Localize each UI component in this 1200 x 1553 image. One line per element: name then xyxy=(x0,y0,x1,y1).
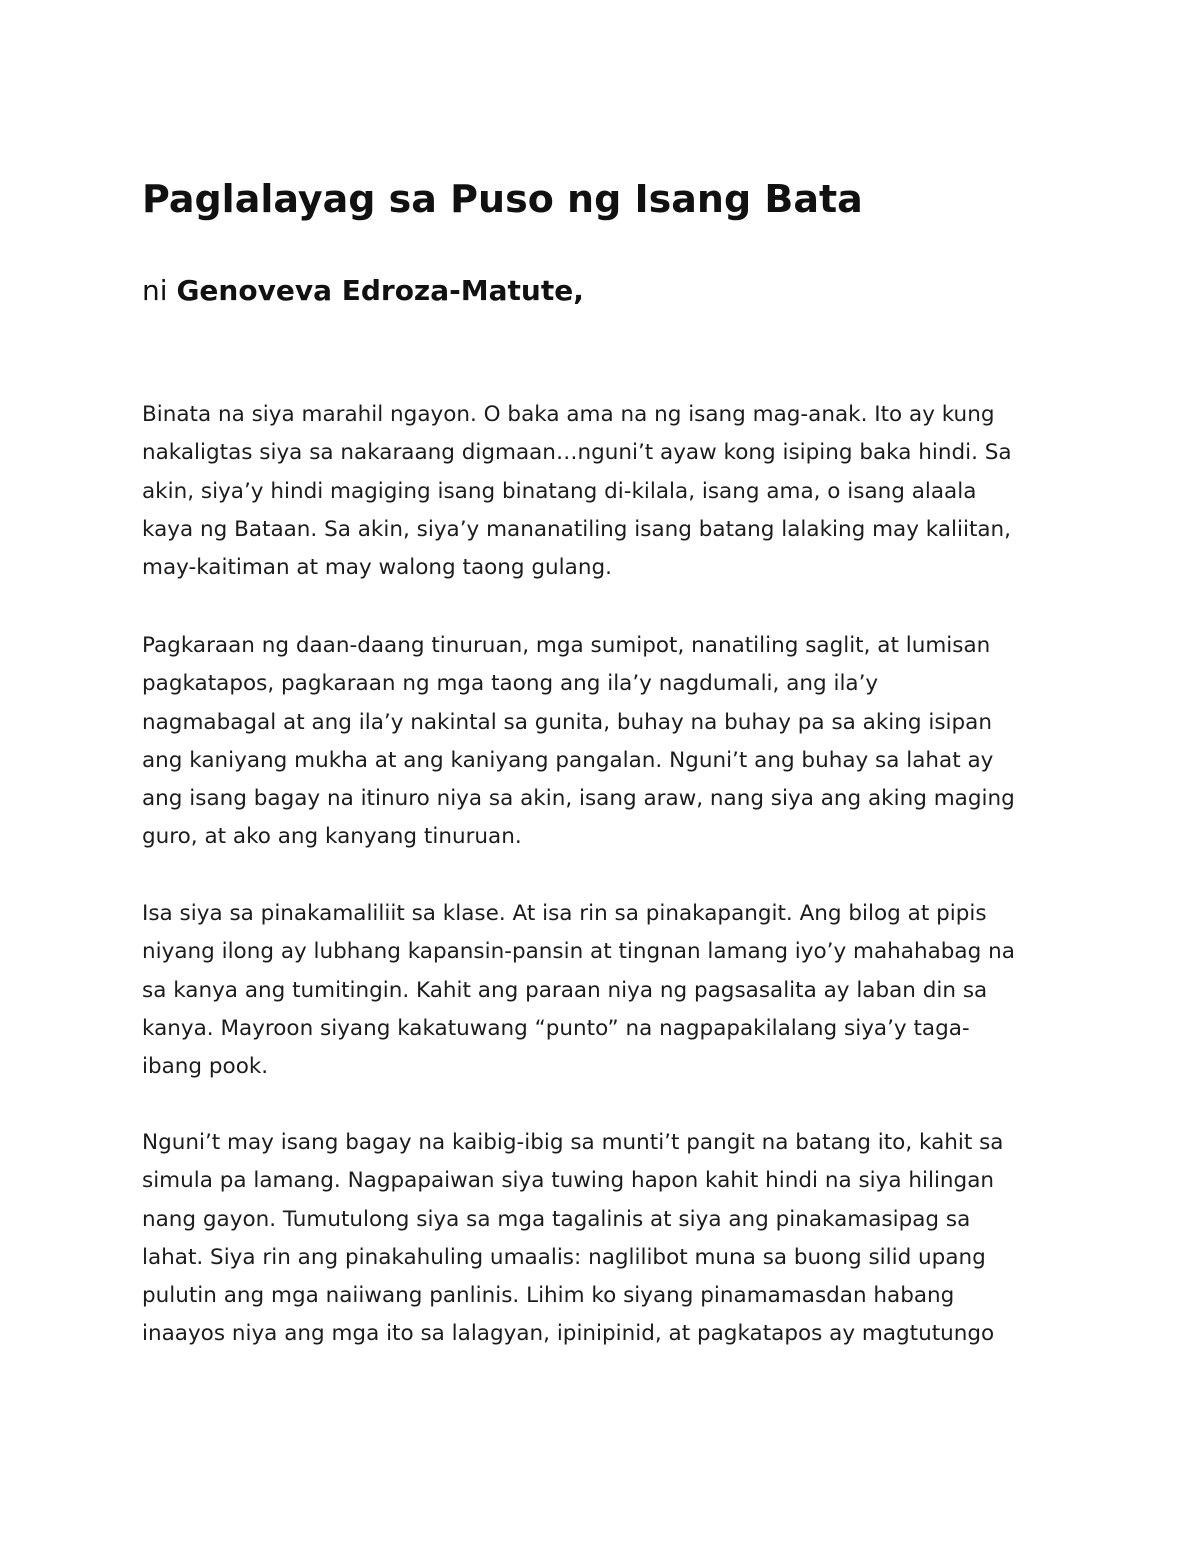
author-name: Genoveva Edroza-Matute, xyxy=(176,274,584,307)
text-line: ang isang bagay na itinuro niya sa akin, isang araw, nang siya ang aking maging xyxy=(142,786,1015,812)
text-line: kaya ng Bataan. Sa akin, siya’y mananatiling isang batang lalaking may kaliitan, xyxy=(142,516,1012,542)
text-line: nagmabagal at ang ila’y nakintal sa gunita, buhay na buhay pa sa aking isipan xyxy=(142,709,992,735)
text-line: kanya. Mayroon siyang kakatuwang “punto” na nagpapakilalang siya’y taga- xyxy=(142,1015,970,1041)
text-line: simula pa lamang. Nagpapaiwan siya tuwing hapon kahit hindi na siya hilingan xyxy=(142,1168,994,1194)
paragraph-1 xyxy=(142,396,1072,587)
text-line: Binata na siya marahil ngayon. O baka ama na ng isang mag-anak. Ito ay kung xyxy=(142,402,995,427)
text-line: akin, siya’y hindi magiging isang binatang di-kilala, isang ama, o isang alaala xyxy=(142,478,977,504)
document-title: Paglalayag sa Puso ng Isang Bata xyxy=(142,177,863,221)
text-line: sa kanya ang tumitingin. Kahit ang paraan niya ng pagsasalita ay laban din sa xyxy=(142,977,988,1003)
text-line: pagkatapos, pagkaraan ng mga taong ang ila’y nagdumali, ang ila’y xyxy=(142,671,879,697)
text-line: niyang ilong ay lubhang kapansin-pansin at tingnan lamang iyo’y mahahabag na xyxy=(142,939,1015,965)
text-line: nakaligtas siya sa nakaraang digmaan…nguni’t ayaw kong isiping baka hindi. Sa xyxy=(142,440,1012,466)
text-line: ibang pook. xyxy=(142,1054,269,1080)
text-line: Nguni’t may isang bagay na kaibig-ibig sa munti’t pangit na batang ito, kahit sa xyxy=(142,1130,1004,1155)
text-line: inaayos niya ang mga ito sa lalagyan, ipinipinid, at pagkatapos ay magtutungo xyxy=(142,1321,995,1347)
paragraph-3 xyxy=(142,895,1072,1086)
text-line: lahat. Siya rin ang pinakahuling umaalis: naglilibot muna sa buong silid upang xyxy=(142,1244,986,1270)
text-line: pulutin ang mga naiiwang panlinis. Lihim ko siyang pinamamasdan habang xyxy=(142,1283,955,1309)
text-line: may-kaitiman at may walong taong gulang. xyxy=(142,555,612,581)
paragraph-2 xyxy=(142,627,1072,857)
text-line: ang kaniyang mukha at ang kaniyang pangalan. Nguni’t ang buhay sa lahat ay xyxy=(142,747,994,773)
text-line: guro, at ako ang kanyang tinuruan. xyxy=(142,824,522,850)
text-line: Isa siya sa pinakamaliliit sa klase. At isa rin sa pinakapangit. Ang bilog at pipis xyxy=(142,901,987,926)
text-line: Pagkaraan ng daan-daang tinuruan, mga sumipot, nanatiling saglit, at lumisan xyxy=(142,633,991,658)
paragraph-4 xyxy=(142,1124,1072,1354)
byline-prefix: ni xyxy=(142,274,177,307)
byline xyxy=(142,272,584,310)
text-line: nang gayon. Tumutulong siya sa mga tagalinis at siya ang pinakamasipag sa xyxy=(142,1206,971,1232)
